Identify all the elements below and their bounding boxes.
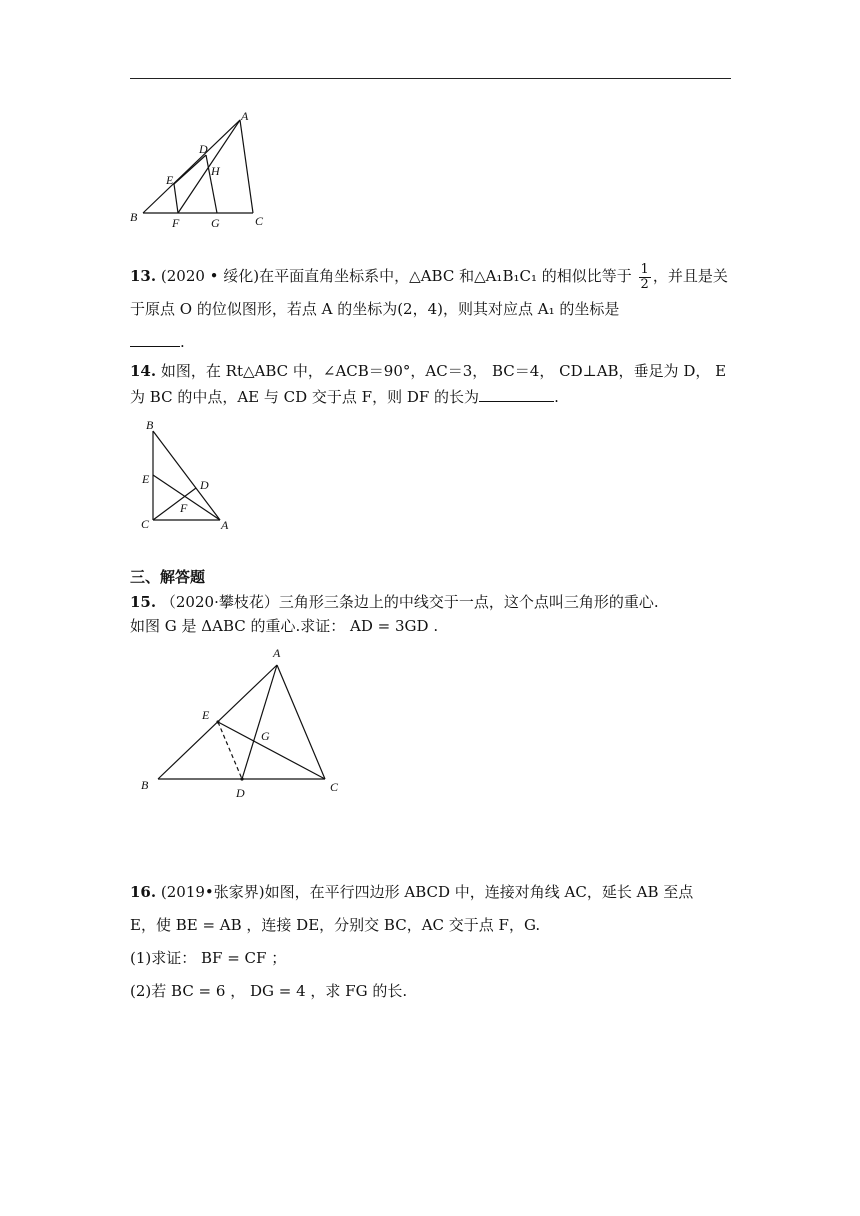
- fig3-label-e: E: [202, 708, 210, 722]
- question-13: [130, 260, 732, 359]
- question-13-text-b: ，并且是关于原点 O 的位似图形，若点 A 的坐标为(2，4)，则其对应点 A₁ 的坐标是: [130, 267, 728, 318]
- fig2-label-f: F: [180, 501, 188, 515]
- question-16-line-1: (2019•张家界)如图，在平行四边形 ABCD 中，连接对角线 AC，延长 AB 至点: [160, 883, 694, 901]
- fig1-label-c: C: [255, 214, 264, 228]
- fig1-label-g: G: [211, 216, 220, 230]
- fraction-denominator: 2: [640, 276, 649, 292]
- answer-blank-14[interactable]: [479, 385, 554, 402]
- question-15: [130, 590, 732, 638]
- figure-2-svg: [138, 416, 238, 536]
- fig1-label-f: F: [172, 216, 180, 230]
- fig1-label-a: A: [241, 109, 249, 123]
- question-14-end: .: [554, 388, 559, 406]
- figure-triangle-abc-1: [125, 108, 275, 233]
- fig3-label-a: A: [273, 646, 281, 660]
- fig1-label-d: D: [199, 142, 208, 156]
- question-16-number: 16.: [130, 883, 157, 901]
- fig2-label-c: C: [141, 517, 150, 531]
- fig2-label-e: E: [142, 472, 150, 486]
- figure-centroid-triangle: [135, 642, 350, 802]
- question-16-line-3: (1)求证： BF = CF ；: [130, 949, 287, 967]
- figure-1-svg: [125, 108, 275, 233]
- figure-3-svg: [135, 642, 350, 802]
- header-rule: [130, 78, 731, 79]
- fig1-label-b: B: [130, 210, 138, 224]
- question-16-line-4: (2)若 BC = 6 ， DG = 4 ，求 FG 的长.: [130, 982, 408, 1000]
- question-13-end: .: [180, 333, 185, 351]
- fig2-label-a: A: [221, 518, 229, 532]
- question-16: [130, 876, 732, 1008]
- fig2-label-d: D: [200, 478, 209, 492]
- fraction-one-half: [639, 263, 651, 292]
- figure-right-triangle: [138, 416, 238, 536]
- question-14: [130, 358, 732, 410]
- question-13-number: 13.: [130, 267, 157, 285]
- answer-blank-13[interactable]: [130, 330, 180, 347]
- fig1-label-h: H: [211, 164, 220, 178]
- section-heading-3: 三、解答题: [130, 568, 206, 586]
- fig3-label-c: C: [330, 780, 339, 794]
- question-15-number: 15.: [130, 593, 157, 611]
- question-16-line-2: E，使 BE = AB ，连接 DE，分别交 BC，AC 交于点 F，G.: [130, 916, 541, 934]
- fig2-label-b: B: [146, 418, 154, 432]
- question-13-text-a: (2020 • 绥化)在平面直角坐标系中，△ABC 和△A₁B₁C₁ 的相似比等于: [160, 267, 632, 285]
- question-15-line-2: 如图 G 是 ΔABC 的重心.求证： AD = 3GD .: [130, 617, 439, 635]
- question-15-line-1: （2020·攀枝花）三角形三条边上的中线交于一点，这个点叫三角形的重心.: [160, 593, 659, 611]
- fig3-label-d: D: [236, 786, 245, 800]
- question-14-text: 如图，在 Rt△ABC 中，∠ACB＝90°，AC＝3， BC＝4， CD⊥AB，垂足为 D， E 为 BC 的中点，AE 与 CD 交于点 F，则 DF 的长为: [130, 362, 727, 406]
- fraction-numerator: 1: [640, 261, 649, 277]
- fig3-label-b: B: [141, 778, 149, 792]
- fig1-label-e: E: [166, 173, 174, 187]
- question-14-number: 14.: [130, 362, 157, 380]
- fig3-label-g: G: [261, 729, 270, 743]
